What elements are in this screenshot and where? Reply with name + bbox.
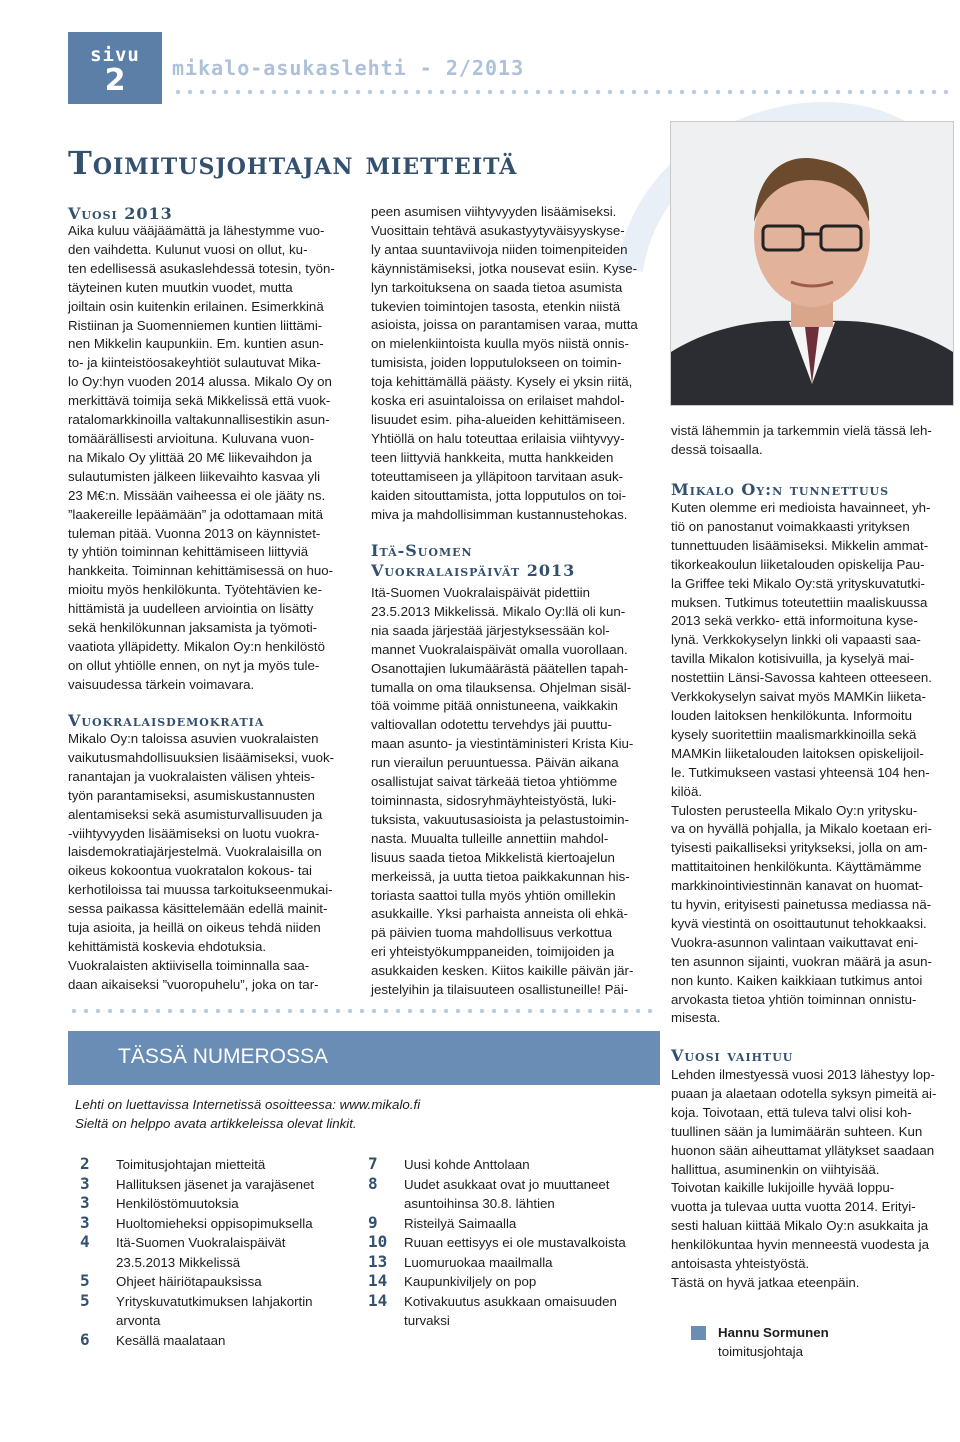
- toc-item[interactable]: [368, 1253, 668, 1273]
- toc-page-number: 7: [368, 1154, 378, 1173]
- toc-item-title: Luomuruokaa maailmalla: [404, 1254, 553, 1270]
- toc-page-number: 5: [80, 1271, 90, 1290]
- toc-item[interactable]: [80, 1233, 380, 1272]
- toc-item[interactable]: [368, 1214, 668, 1234]
- toc-item[interactable]: [368, 1155, 668, 1175]
- section-text-ita-suomen: Itä-Suomen Vuokralaispäivät pidettiin 23.5.2013 Mikkelissä. Mikalo Oy:llä oli kun- nia saada järjestää järjestyksessään kol- mannet Vuokralaispäivät omalla vuorollaan. Osanottajien lukumäärästä päätellen tapah- tumalla on oma tilauksensa. Ohjelman sisäl- töä voimme pitää onnistuneena, vaikkakin valtiovallan odotettu tervehdys jäi puuttu- maan asunto- ja viestintäministeri Krista Kiu- run vierailun peruuntuessa. Päivän aikana osallistujat saivat tärkeää tietoa yhtiömme toiminnasta, sidosryhmäyhteistyöstä, luki- tuksista, vakuutusasioista ja pelastustoimin- nasta. Muualta tulleille annettiin mahdol- lisuus saada tietoa Mikkelistä kiertoajelun merkeissä, ja uutta tietoa paikkakunnan his- toriasta saattoi tulla myös yhtiön omillekin asukkaille. Yksi parhaista anneista oli ehkä- pä päivien tuoma mahdollisuus verkottua eri yhteistyökumppaneiden, toimijoiden ja asukkaiden kesken. Kiitos kaikille päivän jär- jestelyihin ja tilaisuuteen osallistuneille! Päi-: [371, 585, 634, 998]
- section-text-vuosi-vaihtuu: Lehden ilmestyessä vuosi 2013 lähestyy lop- puaan ja alaetaan odotella syksyn pimeitä ai- koja. Toivotaan, että tuleva talvi olisi koh- tuullinen sään ja lumimäärän suhteen. Kun huonon sään aiheuttamat yllätykset saadaan hallittua, asuminenkin on viihtyisää. Toivotan kaikille lukijoille hyvää loppu- vuotta ja tulevaa uutta vuotta 2014. Erityi- sesti haluan kiittää Mikalo Oy:n asukkaita ja henkilökuntaa hyvin menneestä vuodesta ja antoisasta yhteistyöstä. Tästä on hyvä jatkaa eteenpäin.: [671, 1067, 937, 1290]
- section-heading-tunnettuus: Mikalo Oy:n tunnettuus: [671, 480, 890, 499]
- toc-item-title: Uusi kohde Anttolaan: [404, 1157, 530, 1172]
- toc-item[interactable]: [368, 1272, 668, 1292]
- toc-item[interactable]: [80, 1292, 380, 1331]
- toc-item[interactable]: [80, 1155, 380, 1175]
- toc-page-number: 8: [368, 1173, 378, 1193]
- toc-item-title: Uudet asukkaat ovat jo muuttaneet asuntoihinsa 30.8. lähtien: [404, 1176, 610, 1211]
- toc-item-title: Kotivakuutus asukkaan omaisuuden turvaksi: [404, 1293, 617, 1328]
- toc-item-title: Ohjeet häiriötapauksissa: [116, 1274, 262, 1289]
- toc-page-number: 3: [80, 1212, 90, 1232]
- page-number: 2: [104, 63, 126, 98]
- toc-page-number: 5: [80, 1290, 90, 1310]
- toc-item-title: Ruuan eettisyys ei ole mustavalkoista: [404, 1235, 626, 1250]
- column-text-continued: peen asumisen viihtyvyyden lisäämiseksi. Vuosittain tehtävä asukastyytyväisyyskyse- ly antaa suuntaviivoja niiden toimenpiteiden käynnistämiseksi, jotka nousevat esiin. Kyse- lyn tarkoituksena on saada tietoa asumista tukevien toimintojen tasosta, etenkin niistä asioista, joissa on parantamisen varaa, mutta on mielenkiintoista kuulla myös niistä onnis- tumisista, joiden lopputulokseen on toimin- toja kehittämällä päästy. Kysely ei yksin riitä, koska eri asuintaloissa on erilaiset mahdol- lisuudet esim. piha-alueiden kehittämiseen. Yhtiöllä on halu toteuttaa erilaisia viihtyvyy- teen liittyviä hankkeita, mutta hankkeiden toteuttamiseen ja ylläpitoon tarvitaan asuk- kaiden sitouttamista, jotta lopputulos on toi- miva ja mahdollisimman kustannustehokas.: [371, 204, 638, 522]
- toc-page-number: 4: [80, 1232, 90, 1251]
- article-title: Toimitusjohtajan mietteitä: [68, 144, 518, 182]
- toc-item-title: Kaupunkiviljely on pop: [404, 1274, 537, 1289]
- toc-page-number: 9: [368, 1212, 378, 1232]
- signature: [718, 1324, 829, 1361]
- toc-page-number: 13: [368, 1251, 388, 1271]
- publication-title: mikalo-asukaslehti - 2/2013: [172, 56, 525, 80]
- toc-item[interactable]: [80, 1175, 380, 1195]
- toc-title: TÄSSÄ NUMEROSSA: [118, 1045, 329, 1068]
- toc-page-number: 14: [368, 1290, 388, 1310]
- author-portrait: [670, 121, 954, 406]
- dotted-divider: [68, 1008, 658, 1014]
- page-number-tab: [68, 32, 162, 104]
- page-label: sivu: [90, 44, 140, 66]
- toc-item-title: Hallituksen jäsenet ja varajäsenet: [116, 1176, 315, 1192]
- toc-item-title: Yrityskuvatutkimuksen lahjakortin arvonta: [116, 1293, 313, 1328]
- toc-page-number: 2: [80, 1154, 90, 1173]
- toc-item-title: Henkilöstömuutoksia: [116, 1196, 239, 1211]
- toc-item-title: Huoltomieheksi oppisopimuksella: [116, 1215, 313, 1231]
- toc-item-title: Toimitusjohtajan mietteitä: [116, 1157, 266, 1172]
- toc-list-right: [368, 1155, 668, 1331]
- section-heading-vuosi-vaihtuu: Vuosi vaihtuu: [671, 1046, 794, 1065]
- toc-page-number: 6: [80, 1329, 90, 1349]
- section-heading-vuosi: Vuosi 2013: [68, 204, 173, 223]
- signature-name: Hannu Sormunen: [718, 1325, 829, 1340]
- portrait-illustration: [671, 122, 953, 405]
- toc-item[interactable]: [80, 1214, 380, 1234]
- section-heading-ita-suomen: Itä-Suomen Vuokralaispäivät 2013: [371, 541, 576, 580]
- toc-item-title: Kesällä maalataan: [116, 1332, 226, 1348]
- toc-item-title: Risteilyä Saimaalla: [404, 1215, 517, 1231]
- section-heading-vuokralaisdemokratia: Vuokralaisdemokratia: [68, 711, 265, 730]
- dotted-divider: [172, 89, 952, 95]
- toc-item-title: Itä-Suomen Vuokralaispäivät 23.5.2013 Mikkelissä: [116, 1235, 286, 1270]
- toc-item[interactable]: [80, 1272, 380, 1292]
- section-text-vuosi: Aika kuluu vääjäämättä ja lähestymme vuo- den vaihdetta. Kulunut vuosi on ollut, ku- ten edellisessä asukaslehdessä totesin, työn- täyteinen kuten muutkin vuodet, mutta joiltain osin kuitenkin erilainen. Esimerkkinä Ristiinan ja Suomenniemen kuntien liittämi- nen Mikkelin kaupunkiin. Em. kuntien asun- to- ja kiinteistöosakeyhtiöt sulautuvat Mika- lo Oy:hyn vuoden 2014 alussa. Mikalo Oy on merkittävä toimija sekä Mikkelissä että vuok- ratalomarkkinoilla valtakunnallisestikin asun- tomäärällisesti arvioituna. Kuluvana vuon- na Mikalo Oy ylittää 20 M€ liikevaihdon ja sulautumisten jälkeen liikevaihto kasvaa yli 23 M€:n. Missään vaiheessa ei ole jääty ns. ”laakereille lepäämään” ja odottamaan mitä tuleman pitää. Vuonna 2013 on käynnistet- ty yhtiön toiminnan kehittämiseen liittyviä hankkeita. Toiminnan kehittämisessä on huo- mioitu myös henkilökunta. Työtehtävien ke- hittämistä ja uudelleen arviointia on lisätty sekä henkilökunnan jaksamista ja työmoti- vaatiota ylläpidetty. Mikalon Oy:n henkilöstö on ollut yhtiölle ennen, on nyt ja myös tule- vaisuudessa tärkein voimavara.: [68, 223, 335, 692]
- column-text-continued-3: vistä lähemmin ja tarkemmin vielä tässä leh- dessä toisaalla.: [671, 423, 932, 457]
- toc-item[interactable]: [368, 1292, 668, 1331]
- signature-marker: [691, 1326, 706, 1340]
- section-text-vuokralaisdemokratia: Mikalo Oy:n taloissa asuvien vuokralaisten vaikutusmahdollisuuksien lisäämiseksi, vuok- ranantajan ja vuokralaisten välisen yhteis- työn parantamiseksi, asumiskustannusten alentamiseksi sekä asumisturvallisuuden ja -viihtyvyyden lisäämiseksi on luotu vuokra- laisdemokratiajärjestelmä. Vuokralaisilla on oikeus kokoontua vuokratalon kokous- tai kerhotiloissa tai muussa tarkoitukseenmukai- sessa paikassa käsittelemään edellä mainit- tuja asioita, ja heillä on oikeus tehdä niiden kehittämistä koskevia ehdotuksia. Vuokralaisten aktiivisella toiminnalla saa- daan aikaiseksi ”vuoropuhelu”, joka on tar-: [68, 731, 335, 992]
- toc-note: Lehti on luettavissa Internetissä osoitteessa: www.mikalo.fi Sieltä on helppo avata artikkeleissa olevat linkit.: [75, 1097, 421, 1131]
- toc-page-number: 3: [80, 1173, 90, 1193]
- toc-item[interactable]: [368, 1175, 668, 1214]
- toc-list-left: [80, 1155, 380, 1350]
- toc-item[interactable]: [368, 1233, 668, 1253]
- section-text-tunnettuus: Kuten olemme eri medioista havainneet, yh- tiö on panostanut voimakkaasti yrityksen tunnettuuden lisäämiseksi. Mikkelin ammat- tikorkeakoulun liiketalouden opiskelija Pau- la Griffee teki Mikalo Oy:stä yrityskuvatutki- muksen. Tutkimus toteutettiin maaliskuussa 2013 sekä verkko- että informoituna kyse- lynä. Verkkokyselyn linkki oli vapaasti saa- tavilla Mikalon kotisivuilla, ja kyselyä mai- nostettiin Länsi-Savossa kahteen otteeseen. Verkkokyselyn saivat myös MAMKin liiketa- louden laitoksen henkilökunta. Informoitu kysely suoritettiin maalismarkkinoilla sekä MAMKin liiketalouden laitoksen opiskelijoil- le. Tutkimukseen vastasi yhteensä 104 hen- kilöä. Tulosten perusteella Mikalo Oy:n yritysku- va on hyvällä pohjalla, ja Mikalo koetaan eri- tyisesti paikalliseksi yritykseksi, jolla on am- mattitaitoinen henkilökunta. Käyttämämme markkinointiviestinnän kanavat on huomat- tu hyvin, erityisesti painetussa mediassa nä- kyvä viestintä on osoittautunut tehokkaaksi. Vuokra-asunnon valintaan vaikuttavat eni- ten asunnon sijainti, vuokran määrä ja asun- non kunto. Kaiken kaikkiaan tutkimus antoi arvokasta tietoa yhtiön toiminnan onnistu- misesta.: [671, 500, 932, 1026]
- toc-page-number: 10: [368, 1232, 388, 1251]
- toc-page-number: 3: [80, 1193, 90, 1212]
- toc-item[interactable]: [80, 1194, 380, 1214]
- signature-role: toimitusjohtaja: [718, 1343, 803, 1359]
- toc-page-number: 14: [368, 1271, 388, 1290]
- toc-item[interactable]: [80, 1331, 380, 1351]
